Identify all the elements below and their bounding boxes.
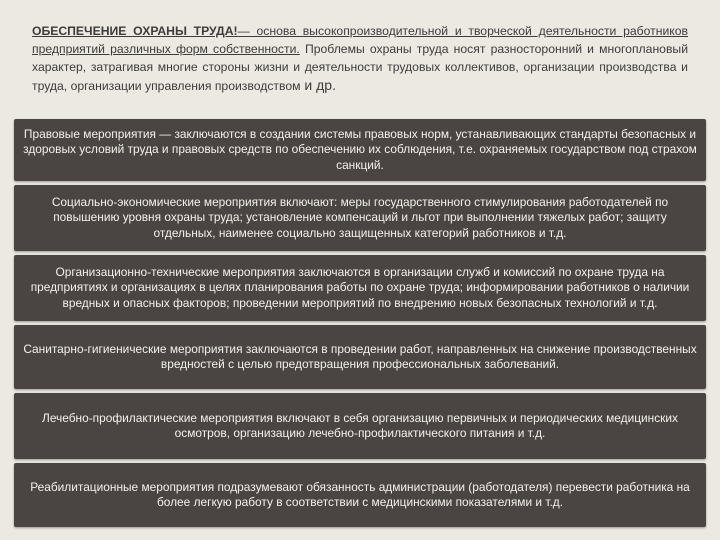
- organizational-technical-measures-text: Организационно-технические мероприятия заключаются в организации служб и комиссий по охране труда на предприятиях и организациях в целях планирования работы по охране труда; информировании работников о наличии вредных и опасных факторов; проведении мероприятий по внедрению новых безопасных технологий и т.д.: [30, 264, 690, 310]
- legal-measures-block: [14, 119, 706, 181]
- intro-heading: ОБЕСПЕЧЕНИЕ ОХРАНЫ ТРУДА!: [32, 24, 238, 38]
- measures-list: [14, 119, 706, 527]
- medical-preventive-measures-text: Лечебно-профилактические мероприятия включают в себя организацию первичных и периодических медицинских осмотров, организацию лечебно-профилактического питания и т.д.: [42, 410, 678, 440]
- intro-lead: — основа высокопроизводительной и творческой деятельности работников предприятий различных форм собственности.: [32, 24, 688, 56]
- sanitary-hygienic-measures-block: [14, 325, 706, 389]
- sanitary-hygienic-measures-text: Санитарно-гигиенические мероприятия заключаются в проведении работ, направленных на снижение производственных вредностей с целью предотвращения профессиональных заболеваний.: [23, 341, 697, 371]
- organizational-technical-measures-block: [14, 255, 706, 321]
- socio-economic-measures-text: Социально-экономические мероприятия включают: меры государственного стимулирования работодателей по повышению уровня охраны труда; установление компенсаций и льгот при выполнении тяжелых работ; защиту отдельных, наименее социально защищенных категорий работников и т.д.: [51, 194, 669, 240]
- rehabilitation-measures-block: [14, 463, 706, 527]
- rehabilitation-measures-text: Реабилитационные мероприятия подразумевают обязанность администрации (работодателя) перевести работника на более легкую работу в соответствии с медицинскими показателями и т.д.: [30, 479, 690, 509]
- medical-preventive-measures-block: [14, 393, 706, 459]
- intro-body: Проблемы охраны труда носят разносторонний и многоплановый характер, затрагивая многие стороны жизни и деятельности трудовых коллективов, организации производства и труда, организации управления производством: [32, 42, 688, 93]
- intro-paragraph: [32, 22, 688, 95]
- intro-ending: и др.: [300, 77, 336, 93]
- socio-economic-measures-block: [14, 185, 706, 251]
- legal-measures-text: Правовые мероприятия — заключаются в создании системы правовых норм, устанавливающих стандарты безопасных и здоровых условий труда и правовых средств по обеспечению их соблюдения, т.е. охраняемых государством под страхом санкций.: [23, 126, 697, 172]
